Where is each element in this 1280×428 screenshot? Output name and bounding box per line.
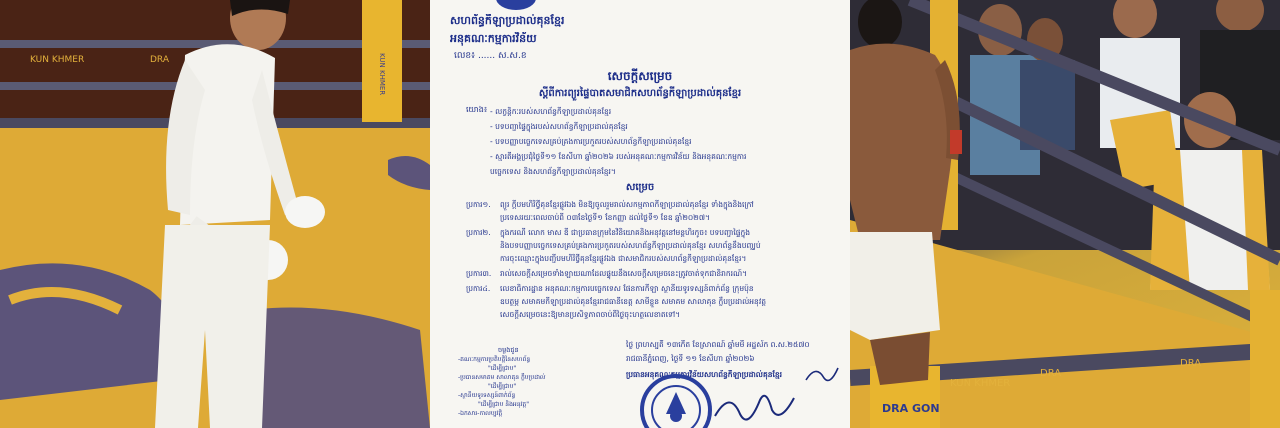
- signature-initial: [802, 362, 842, 386]
- article-text: ប្រទេសរយៈពេលចាប់ពី ០៣ខែថ្ងៃទី១ ខែកញ្ញា ដល់ថ្ងៃទី១ ខែឧ ឆ្នាំ២០២៧។: [500, 213, 710, 222]
- rope-brand-text: KUN KHMER: [950, 378, 1011, 389]
- cc-item: -ប្រធានសមាគម សាលាគុន ក្លឹបប្រដាល់: [458, 374, 546, 381]
- article-label: ប្រការ២.: [466, 228, 491, 237]
- article-label: ប្រការ៤.: [466, 284, 491, 293]
- date-lunar: ថ្ងៃ ព្រហស្បតិ៍ ១៣កើត ខែស្រាពណ៍ ឆ្នាំមមី អដ្ឋស័ក ព.ស.២៥៧០: [626, 340, 810, 349]
- org-name: សហព័ន្ធកីឡាប្រដាល់គុនខ្មែរ: [450, 14, 565, 27]
- cc-item: "ដើម្បីជ្រាប និងអនុវត្ត": [478, 401, 529, 408]
- preamble-list: [490, 104, 830, 179]
- rope-sponsor-text: DRA: [1180, 358, 1202, 369]
- preamble-item: - បទបញ្ជាផ្ទៃក្នុងរបស់សហព័ន្ធកីឡាប្រដាល់គុនខ្មែរ: [490, 122, 628, 131]
- document-panel: [430, 0, 850, 428]
- article-text: លេខាធិការដ្ឋាន អនុគណៈកម្មការបច្ចេកទេស ផែនការកីឡា ស្ថានីយទូរទស្សន៍ពាក់ព័ន្ធ ក្រុមប៉ុន: [500, 284, 754, 293]
- rope-sponsor-text: DRA: [150, 55, 169, 65]
- cc-item: -ស្ថានីយទូរទស្សន៍ពាក់ព័ន្ធ: [458, 392, 516, 399]
- article-text: ការចុះឈ្មោះក្នុងបញ្ជីបមហិរិថ្វីគុនខ្មែរផ្លូវឯង ជាសមាជិករបស់សហព័ន្ធកីឡាប្រដាល់គុនខ្មែរ។: [500, 254, 747, 263]
- article-2: [466, 226, 836, 265]
- article-text: ព្យួរ ក្តីបមហិរិថ្វីគុនខ្មែរផ្លូវឯង មិនឱ្យចូលរួមរាល់សកម្មភាពកីឡាប្រដាល់គុនខ្មែរ ទាំងក្នុងនិងក្រៅ: [500, 200, 754, 209]
- cc-item: "ដើម្បីជ្រាប": [488, 365, 517, 372]
- right-photo-fighter: [850, 0, 1280, 428]
- article-text: និងបទបញ្ញាបច្ចេកទេសគ្រប់គ្រងការប្រកួតរបស់សហព័ន្ធកីឡាប្រដាល់គុនខ្មែរ សហព័ន្ធនឹងបញ្ឈប់: [500, 241, 761, 250]
- article-text: សេចក្តីសម្រេចនេះឱ្យមានប្រសិទ្ធភាពចាប់ពីថ្ងៃចុះហត្ថលេខាតទៅ។: [500, 310, 681, 319]
- org-subname: អនុគណៈកម្មការវិន័យ: [450, 32, 537, 45]
- article-label: ប្រការ១.: [466, 200, 491, 209]
- cc-heading: ចម្លងជូន: [498, 346, 519, 354]
- signer-title: ប្រធានអនុគណៈកម្មការវិន័យសហព័ន្ធកីឡាប្រដាល់គុនខ្មែរ: [626, 370, 782, 379]
- corner-pad-text: DRA GON: [882, 402, 940, 415]
- corner-pad-text: KUN KHMER: [378, 53, 386, 96]
- cc-item: -ឯកសារ-កាលប្បវត្តិ: [458, 410, 503, 417]
- document-subtitle: ស្តីពីការព្យួរផ្ទៃបាតសមាជិកសហព័ន្ធកីឡាប្រដាល់គុនខ្មែរ: [538, 88, 742, 99]
- referee-scene: [0, 0, 430, 428]
- cc-list: [458, 346, 608, 418]
- glove-right: [285, 196, 325, 228]
- article-1: [466, 198, 836, 224]
- cc-item: -គណៈកម្មការប្រតិបត្តិនៃសហព័ន្ធ: [458, 356, 531, 363]
- reference-number: លេខ៖ ...... ស.ស.ខ: [454, 51, 527, 61]
- document-page: [430, 0, 850, 428]
- preamble-item: បច្ចេកទេស និងសហព័ន្ធកីឡាប្រដាល់គុនខ្មែរ។: [490, 167, 616, 176]
- date-solar: រាជធានីភ្នំពេញ, ថ្ងៃទី ១១ ខែសីហា ឆ្នាំ២០២៦: [626, 354, 755, 363]
- emblem-seal: [496, 0, 536, 10]
- fighter-shorts: [850, 232, 940, 340]
- article-text: ក្នុងករណី លោក មាស ឌី ជាប្រធានក្រុមនៃវិនិយោគនិងអនុវត្តនៅមន្តហិរកូច៖ បទបញ្ជាផ្ទៃក្នុង: [500, 228, 751, 237]
- article-3: [466, 267, 836, 280]
- preamble-item: - លក្ខន្តិកៈរបស់សហព័ន្ធកីឡាប្រដាល់គុនខ្មែរ: [490, 107, 612, 116]
- article-4: [466, 282, 836, 321]
- signature: [710, 380, 800, 428]
- left-photo-referee: [0, 0, 430, 428]
- cc-item: "ដើម្បីជ្រាប": [488, 383, 517, 390]
- rope-sponsor-text: DRA: [1040, 368, 1062, 379]
- fighter-scene: [850, 0, 1280, 428]
- rope-brand-text: KUN KHMER: [30, 55, 85, 65]
- article-label: ប្រការ៣.: [466, 269, 492, 278]
- document-title: សេចក្តីសម្រេច: [607, 69, 673, 83]
- preamble-item: - ស្មារតីអង្គប្រជុំថ្ងៃទី១១ ខែសីហា ឆ្នាំ២០២៦ របស់អនុគណៈកម្មការវិន័យ និងអនុគណៈកម្មការ: [490, 152, 747, 161]
- preamble-item: - បទបញ្ញាបច្ចេកទេសគ្រប់គ្រងការប្រកួតរបស់សហព័ន្ធកីឡាប្រដាល់គុនខ្មែរ: [490, 137, 692, 146]
- decision-heading: សម្រេច: [625, 182, 655, 193]
- article-text: ឧបត្ថម្ភ សមាគមកីឡាប្រដាល់គុនខ្មែររាជធានីខេត្ត សាមីខ្លួន សមាគម សាលាគុន ក្លឹបប្រដាល់អនុវត្ត: [500, 297, 766, 306]
- corner-pad-right: [1250, 290, 1280, 428]
- article-text: រាល់សេចក្តីសម្រេចទាំងឡាយណាដែលផ្ទុយនឹងសេចក្តីសម្រេចនេះត្រូវចាត់ទុកជានិរាករណ៍។: [500, 269, 748, 278]
- articles-list: [466, 198, 836, 321]
- preamble-label: យោង៖: [466, 105, 488, 114]
- official-stamp: [636, 372, 716, 428]
